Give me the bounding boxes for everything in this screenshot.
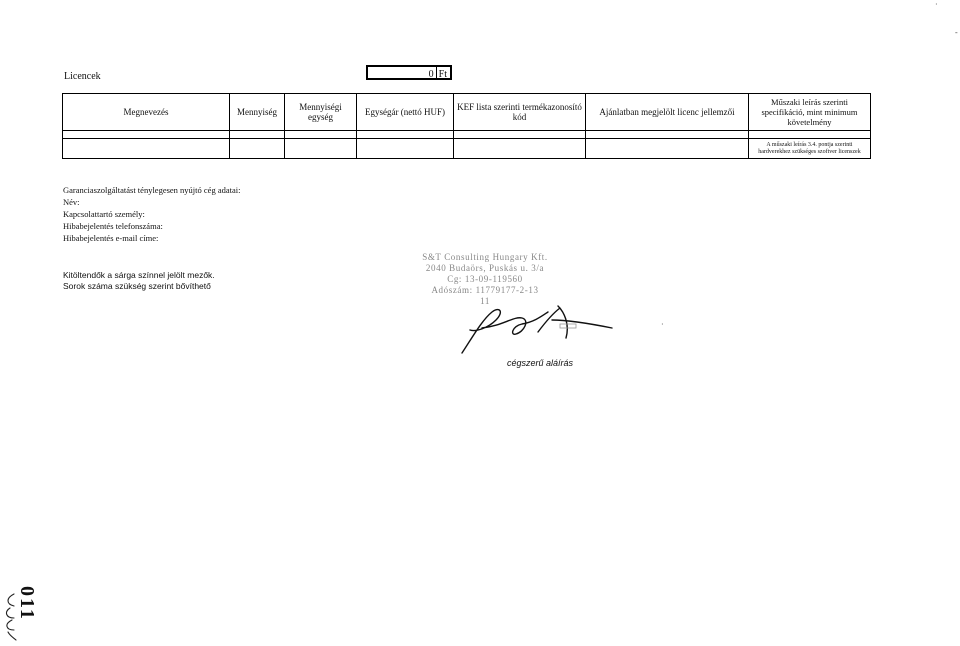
total-currency: Ft [438,69,447,80]
warranty-field-contact: Kapcsolattartó személy: [63,209,145,219]
stray-dot: · [661,320,664,329]
handwritten-signature [452,298,622,360]
total-amount-box [366,65,452,80]
total-value: 0 [428,69,434,80]
col-header-unit: Mennyiségi egység [285,94,357,131]
table-row [63,139,871,159]
requirement-cell: A műszaki leírás 3.4. pontja szerinti hardverekhez szükséges szoftver licenszek [749,139,871,159]
signature-caption: cégszerű aláírás [507,358,574,368]
page-number: 011 [16,586,38,621]
col-header-unit-price: Egységár (nettó HUF) [357,94,454,131]
warranty-field-name: Név: [63,197,80,207]
warranty-heading: Garanciaszolgáltatást ténylegesen nyújtó cég adatai: [63,185,241,195]
col-header-kef-code: KEF lista szerinti termékazonosító kód [454,94,586,131]
col-header-specification: Műszaki leírás szerinti specifikáció, mint minimum követelmény [749,94,871,131]
warranty-field-phone: Hibabejelentés telefonszáma: [63,221,163,231]
table-row [63,131,871,139]
edge-tick: - [955,28,958,37]
col-header-licence-features: Ajánlatban megjelölt licenc jellemzői [586,94,749,131]
currency-separator [436,67,437,78]
company-stamp: S&T Consulting Hungary Kft. 2040 Budaörs, Puskás u. 3/a Cg: 13-09-119560 Adószám: 11779177-2-13 11 [422,252,548,306]
page-title: Licencek [64,71,101,82]
licence-table [62,93,871,159]
rows-note: Sorok száma szükség szerint bővíthető [63,281,211,291]
col-header-quantity: Mennyiség [230,94,285,131]
warranty-field-email: Hibabejelentés e-mail címe: [63,233,159,243]
corner-dot: · [935,0,938,9]
initials-mark [0,592,22,642]
table-header-row [63,94,871,131]
fill-note: Kitöltendők a sárga színnel jelölt mezők. [63,270,215,280]
col-header-name: Megnevezés [63,94,230,131]
